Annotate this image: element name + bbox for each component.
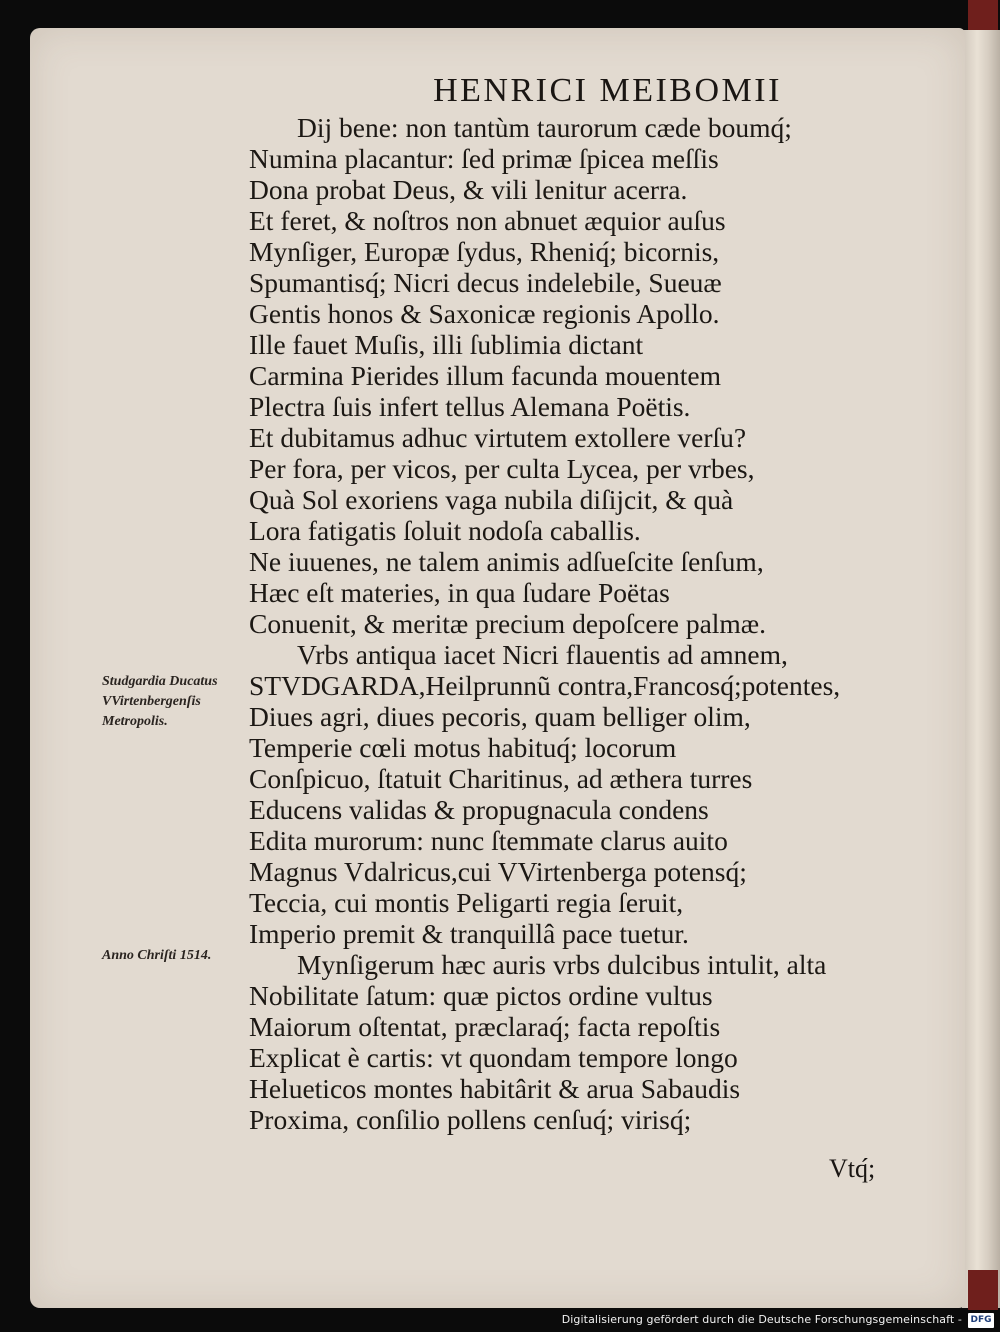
page-edge-marker-bottom bbox=[968, 1270, 998, 1310]
verse-line: Conſpicuo, ſtatuit Charitinus, ad æthera turres bbox=[249, 763, 753, 794]
verse-line: Et feret, & noſtros non abnuet æquior auſus bbox=[249, 205, 726, 236]
verse-line: Hæc eſt materies, in qua ſudare Poëtas bbox=[249, 577, 670, 608]
footer-bar bbox=[0, 1310, 1000, 1332]
verse-line: Teccia, cui montis Peligarti regia ſeruit, bbox=[249, 887, 684, 918]
verse-line: Et dubitamus adhuc virtutem extollere verſu? bbox=[249, 422, 747, 453]
verse-line: Dona probat Deus, & vili lenitur acerra. bbox=[249, 174, 688, 205]
verse-line: Lora fatigatis ſoluit nodoſa caballis. bbox=[249, 515, 641, 546]
verse-line: Maiorum oſtentat, præclaraq́; facta repoſtis bbox=[249, 1011, 721, 1042]
verse-line: Spumantisq́; Nicri decus indelebile, Sueuæ bbox=[249, 267, 722, 298]
verse-line: Ne iuuenes, ne talem animis adſueſcite ſenſum, bbox=[249, 546, 764, 577]
verse-line: Magnus Vdalricus,cui VVirtenberga potensq́; bbox=[249, 856, 747, 887]
verse-line: Helueticos montes habitârit & arua Sabaudis bbox=[249, 1073, 741, 1104]
verse-line: Explicat è cartis: vt quondam tempore longo bbox=[249, 1042, 738, 1073]
catchword: Vtq́; bbox=[829, 1154, 876, 1183]
verse-line: Dij bene: non tantùm taurorum cæde boumq́; bbox=[297, 112, 792, 143]
verse-line: Nobilitate ſatum: quæ pictos ordine vultus bbox=[249, 980, 713, 1011]
verse-line: Proxima, conſilio pollens cenſuq́; virisq́; bbox=[249, 1104, 692, 1135]
verse-line: Vrbs antiqua iacet Nicri flauentis ad amnem, bbox=[297, 639, 788, 670]
margin-note-studgardia: Studgardia Ducatus VVirtenbergenſis Metropolis. bbox=[102, 674, 218, 729]
running-title: HENRICI MEIBOMII bbox=[433, 72, 782, 109]
verse-line: Imperio premit & tranquillâ pace tuetur. bbox=[249, 918, 689, 949]
footer-credit: Digitalisierung gefördert durch die Deutsche Forschungsgemeinschaft - bbox=[561, 1313, 962, 1326]
verse-line: Quà Sol exoriens vaga nubila diſijcit, & quà bbox=[249, 484, 734, 515]
verse-line: Ille fauet Muſis, illi ſublimia dictant bbox=[249, 329, 644, 360]
page-edge-marker-top bbox=[968, 0, 998, 30]
margin-note-anno: Anno Chriſti 1514. bbox=[102, 948, 212, 963]
verse-line: Mynſigerum hæc auris vrbs dulcibus intulit, alta bbox=[297, 949, 827, 980]
verse-line: Diues agri, diues pecoris, quam belliger olim, bbox=[249, 701, 751, 732]
verse-line: Gentis honos & Saxonicæ regionis Apollo. bbox=[249, 298, 720, 329]
verse-line: Carmina Pierides illum facunda mouentem bbox=[249, 360, 721, 391]
verse-line: Mynſiger, Europæ ſydus, Rheniq́; bicornis, bbox=[249, 236, 720, 267]
page-edge bbox=[962, 30, 1000, 1308]
verse-line: Temperie cœli motus habituq́; locorum bbox=[249, 732, 677, 763]
verse-line: Plectra ſuis infert tellus Alemana Poëtis. bbox=[249, 391, 691, 422]
dfg-logo-icon: DFG bbox=[968, 1313, 994, 1328]
verse-line: Educens validas & propugnacula condens bbox=[249, 794, 709, 825]
verse-list bbox=[249, 112, 949, 1135]
verse-line: Numina placantur: ſed primæ ſpicea meſſis bbox=[249, 143, 719, 174]
book-page bbox=[30, 28, 965, 1308]
verse-line: Conuenit, & meritæ precium depoſcere palmæ. bbox=[249, 608, 767, 639]
verse-line: STVDGARDA,Heilprunnũ contra,Francosq́;potentes, bbox=[249, 670, 841, 701]
verse-line: Per fora, per vicos, per culta Lycea, per vrbes, bbox=[249, 453, 755, 484]
verse-line: Edita murorum: nunc ſtemmate clarus auito bbox=[249, 825, 728, 856]
